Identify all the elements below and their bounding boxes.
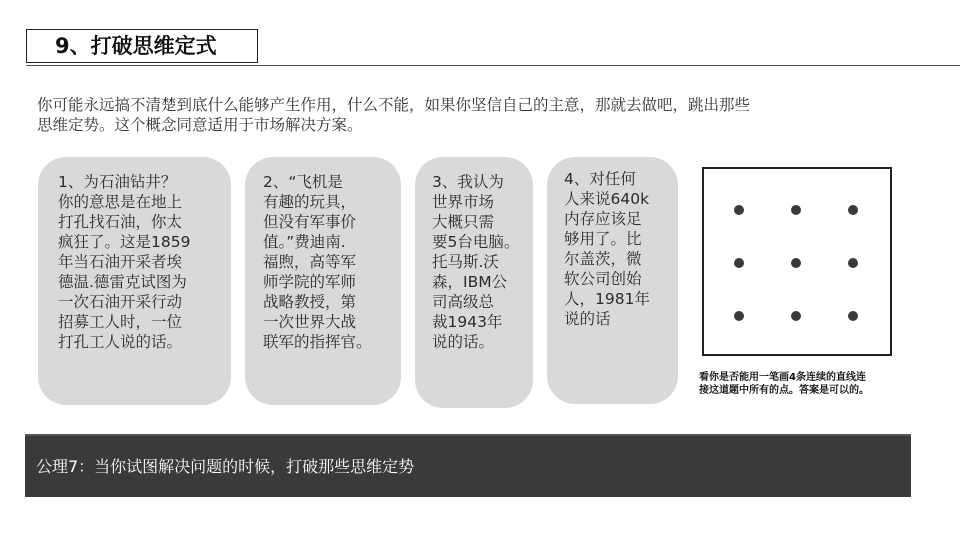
puzzle-dot [791, 258, 801, 268]
puzzle-caption [699, 371, 909, 397]
nine-dot-puzzle [702, 167, 892, 356]
quote-line: 有趣的玩具， [263, 193, 357, 211]
quote-line: 软公司创始 [564, 270, 642, 288]
puzzle-dot [791, 205, 801, 215]
title-box [26, 29, 258, 63]
quote-line: 疯狂了。这是1859 [58, 233, 191, 251]
quote-line: 战略教授，第 [263, 293, 357, 311]
quote-line: 1、为石油钻井？ [58, 173, 177, 191]
title-divider [26, 65, 960, 66]
quote-line: 联军的指挥官。 [263, 333, 372, 351]
puzzle-dot [848, 311, 858, 321]
quote-line: 一次世界大战 [263, 313, 357, 331]
caption-line: 看你是否能用一笔画4条连续的直线连 [699, 372, 866, 383]
quote-line: 要5台电脑。 [432, 233, 520, 251]
intro-paragraph [37, 95, 897, 135]
quote-line: 司高级总 [432, 293, 495, 311]
quote-line: 说的话。 [432, 333, 495, 351]
quote-line: 内存应该足 [564, 210, 642, 228]
slide-title: 9、打破思维定式 [55, 34, 217, 58]
quote-bubble-2 [245, 157, 401, 405]
quote-bubble-4 [547, 157, 678, 404]
puzzle-dot [734, 311, 744, 321]
quote-line: 你的意思是在地上 [58, 193, 183, 211]
quote-line: 一次石油开采行动 [58, 293, 183, 311]
quote-line: 招募工人时，一位 [58, 313, 183, 331]
quote-line: 森，IBM公 [432, 273, 508, 291]
axiom-text: 公理7：当你试图解决问题的时候，打破那些思维定势 [36, 457, 415, 476]
caption-line: 接这道题中所有的点。答案是可以的。 [699, 385, 869, 396]
quote-line: 裁1943年 [432, 313, 503, 331]
quote-line: 德温.德雷克试图为 [58, 273, 187, 291]
quote-line: 够用了。比 [564, 230, 642, 248]
quote-bubble-1 [38, 157, 231, 405]
quote-line: 福煦，高等军 [263, 253, 357, 271]
quote-line: 2、“飞机是 [263, 173, 343, 191]
quote-line: 3、我认为 [432, 173, 504, 191]
puzzle-dot [848, 205, 858, 215]
puzzle-dot [848, 258, 858, 268]
intro-line: 你可能永远搞不清楚到底什么能够产生作用，什么不能，如果你坚信自己的主意，那就去做吧，跳出那些 [37, 96, 751, 114]
quote-line: 人来说640k [564, 190, 650, 208]
quote-line: 打孔工人说的话。 [58, 333, 183, 351]
quote-line: 尔盖茨，微 [564, 250, 642, 268]
quote-line: 年当石油开采者埃 [58, 253, 183, 271]
quote-line: 4、对任何 [564, 170, 636, 188]
quote-line: 世界市场 [432, 193, 495, 211]
quote-line: 说的话 [564, 310, 611, 328]
quote-line: 师学院的军师 [263, 273, 357, 291]
axiom-banner [25, 434, 911, 497]
quote-line: 托马斯.沃 [432, 253, 499, 271]
puzzle-dot [791, 311, 801, 321]
puzzle-dot [734, 205, 744, 215]
quote-line: 但没有军事价 [263, 213, 357, 231]
quote-bubble-3 [415, 157, 533, 408]
quote-line: 大概只需 [432, 213, 495, 231]
quote-line: 打孔找石油，你太 [58, 213, 183, 231]
quote-line: 值。”费迪南. [263, 233, 346, 251]
quote-line: 人，1981年 [564, 290, 650, 308]
intro-line: 思维定势。这个概念同意适用于市场解决方案。 [37, 116, 363, 134]
puzzle-dot [734, 258, 744, 268]
